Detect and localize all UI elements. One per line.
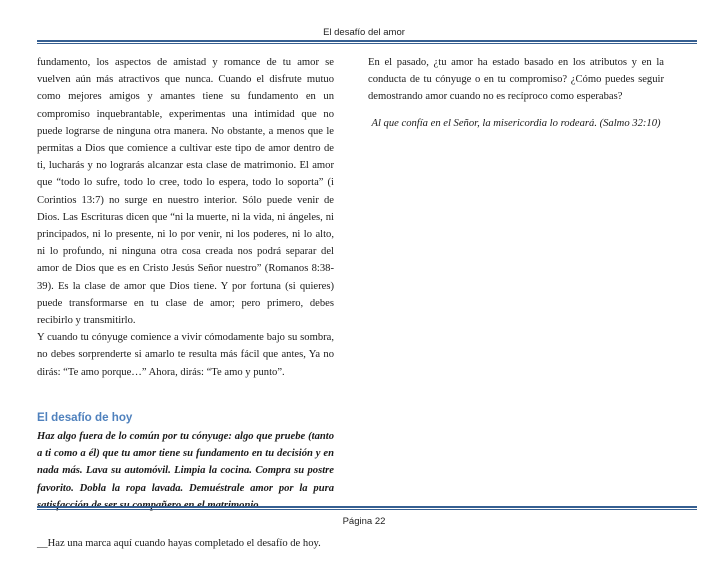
header-rule-thin: [37, 43, 697, 44]
header-rule: [37, 40, 697, 42]
completion-checkbox-line: __Haz una marca aquí cuando hayas completado el desafío de hoy.: [37, 538, 321, 550]
left-column: [37, 54, 334, 552]
footer-rule-thin: [37, 509, 697, 510]
running-header: El desafío del amor: [323, 27, 405, 38]
scripture-verse: Al que confía en el Señor, la misericordia lo rodeará. (Salmo 32:10): [371, 117, 661, 129]
page-number: Página 22: [342, 516, 386, 527]
right-column: [368, 54, 664, 132]
footer-rule: [37, 506, 697, 508]
body-paragraph-2: Y cuando tu cónyuge comience a vivir cómodamente bajo su sombra, no debes sorprenderte si amarlo te resulta más fácil que antes, Ya no dirás: “Te amo porque…” Ahora, dirás: “Te amo y punto”.: [37, 332, 334, 378]
challenge-text: Haz algo fuera de lo común por tu cónyuge: algo que pruebe (tanto a ti como a él) que tu amor tiene su fundamento en tu decisión y en nada más. Lava su automóvil. Limpia la cocina. Compra su postre favorito. Dobla la ropa lavada. Demuéstrale amor por la pura: [37, 431, 334, 494]
challenge-heading: El desafío de hoy: [37, 410, 133, 424]
reflection-question: En el pasado, ¿tu amor ha estado basado en los atributos y en la conducta de tu cónyuge o en tu compromiso? ¿Cómo puedes seguir demostrando amor cuando no es recíproco como esperabas?: [368, 57, 664, 103]
body-paragraph-1: fundamento, los aspectos de amistad y romance de tu amor se vuelven aún más atractivos que nunca. Cuando el disfrute mutuo como mejores amigos y amantes tiene su fundamento en un compromiso inquebrantable, experimentas una intimidad que no puede lograrse de ninguna otra manera. No obstante, a menos que le permitas a Dios que comience a cultivar este tipo de amor dentro de ti, lucharás y no lograrás alcanzar esta clase de matrimonio. El amor que “todo lo sufre, todo lo cree, todo lo espera, todo lo soporta” (i Corintios 13:7) no surge en nuestro interior. Sólo puede venir de Dios. Las Escrituras dicen que “ni la muerte, ni la vida, ni ángeles, ni principados, ni lo presente, ni lo por venir, ni los poderes, ni lo alto, ni lo profundo, ni ninguna otra cosa creada nos podrá separar del amor de Dios que es en Cristo Jesús Señor nuestro” (Romanos 8:38-39). Es la clase de amor que Dios tiene. Y por fortuna (si quieres) puede transformarse en tu clase de amor; pero primero, debes recibirlo y transmitirlo.: [37, 57, 334, 327]
